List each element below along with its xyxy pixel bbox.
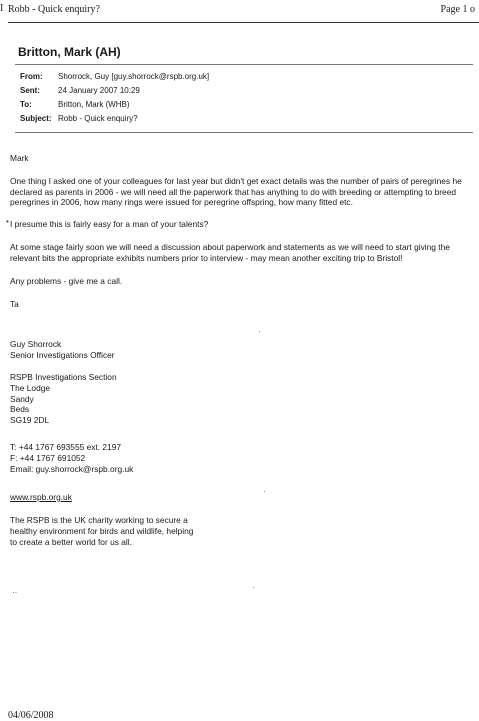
sign-off: Ta (10, 299, 19, 309)
fax: F: +44 1767 691052 (10, 452, 86, 463)
address-line: Beds (10, 404, 30, 415)
left-edge-mark: I (0, 3, 4, 14)
meta-label: Sent: (20, 86, 40, 95)
print-date: 04/06/2008 (8, 710, 54, 721)
meta-from (20, 70, 209, 84)
signature-name-title (10, 339, 115, 361)
address-line: Sandy (10, 393, 34, 404)
meta-label: To: (20, 100, 32, 109)
body-paragraph-1: One thing I asked one of your colleagues for last year but didn't get exact details was the number of pairs of peregrines he declared as parents in 2006 - we will need all the paperwork that has anything to do with breeding or attempting to breed peregrines in 2006, how many rings were issued for peregrine offspring, how many fitted etc. (10, 176, 462, 207)
charity-line: The RSPB is the UK charity working to secure a (10, 515, 188, 525)
print-header-subject: Robb - Quick enquiry? (8, 4, 100, 15)
meta-sent (20, 84, 209, 98)
address-line: SG19 2DL (10, 415, 50, 426)
body-paragraph-4: Any problems - give me a call. (10, 276, 123, 286)
sender-divider (15, 64, 473, 65)
telephone: T: +44 1767 693555 ext. 2197 (10, 442, 122, 452)
signature-org: RSPB Investigations Section (10, 372, 117, 382)
meta-label: From: (20, 72, 43, 81)
sender-name: Britton, Mark (AH) (18, 45, 121, 59)
body-paragraph-2: I presume this is fairly easy for a man of your talents? (10, 219, 209, 229)
scan-speck: · (252, 583, 255, 592)
scan-speck: · (258, 327, 261, 336)
meta-subject (20, 112, 209, 126)
scan-speck: ·· (12, 588, 18, 597)
body-paragraph-3: At some stage fairly soon we will need a discussion about paperwork and statements as we will need to start giving the relevant bits the appropriate exhibits numbers prior to interview - may mean another exciting trip to Bristol! (10, 242, 450, 263)
signature-name: Guy Shorrock (10, 339, 62, 349)
email-meta (20, 70, 209, 126)
signature-title: Senior Investigations Officer (10, 349, 115, 360)
signature-contact (10, 442, 133, 474)
header-divider (8, 22, 479, 23)
meta-divider (15, 132, 473, 133)
meta-value: 24 January 2007 10:29 (58, 86, 140, 95)
website-link[interactable]: www.rspb.org.uk (10, 492, 72, 502)
signature-address (10, 372, 117, 426)
charity-statement (10, 515, 193, 547)
email-address: Email: guy.shorrock@rspb.org.uk (10, 463, 134, 474)
print-header-page-number: Page 1 o (440, 4, 475, 15)
scan-speck: • (6, 217, 9, 226)
meta-to (20, 98, 209, 112)
meta-value: Shorrock, Guy [guy.shorrock@rspb.org.uk] (58, 72, 210, 81)
meta-value: Britton, Mark (WHB) (58, 100, 130, 109)
charity-line: healthy environment for birds and wildlife, helping (10, 525, 194, 536)
scan-speck: · (263, 487, 266, 496)
charity-line: to create a better world for us all. (10, 536, 132, 547)
meta-label: Subject: (20, 114, 52, 123)
address-line: The Lodge (10, 382, 51, 393)
greeting: Mark (10, 153, 29, 163)
meta-value: Robb - Quick enquiry? (58, 114, 138, 123)
